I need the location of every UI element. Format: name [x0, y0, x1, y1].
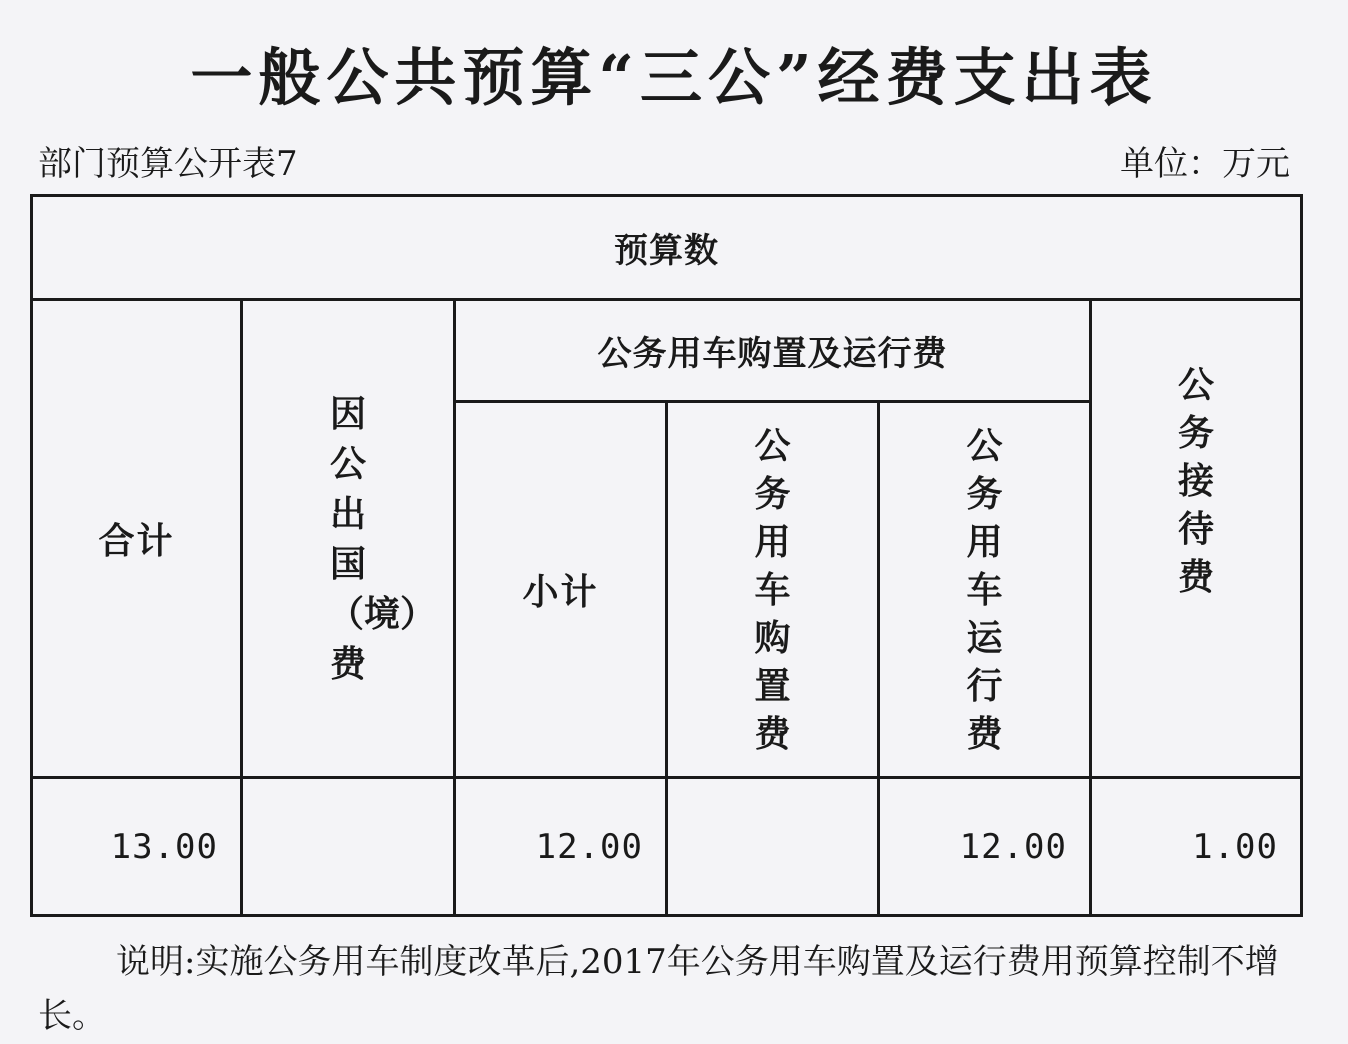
- header-subtotal: 小计: [455, 402, 667, 778]
- value-vehicle-purchase: [667, 778, 879, 916]
- value-overseas: [242, 778, 455, 916]
- header-reception: 公务接待费: [1091, 300, 1302, 778]
- expense-table: [30, 194, 1303, 917]
- header-total: 合计: [32, 300, 242, 778]
- value-total: 13.00: [32, 778, 242, 916]
- header-vehicle-group: 公务用车购置及运行费: [455, 300, 1091, 402]
- value-subtotal: 12.00: [455, 778, 667, 916]
- unit-label: 单位：万元: [1120, 144, 1290, 184]
- footnote: 说明:实施公务用车制度改革后,2017年公务用车购置及运行费用预算控制不增长。: [38, 942, 1279, 1036]
- header-vehicle-purchase: 公务用车购置费: [667, 402, 879, 778]
- header-vehicle-operation: 公务用车运行费: [879, 402, 1091, 778]
- table-code: 部门预算公开表7: [38, 144, 298, 184]
- header-budget: 预算数: [32, 196, 1302, 300]
- value-reception: 1.00: [1091, 778, 1302, 916]
- value-vehicle-operation: 12.00: [879, 778, 1091, 916]
- header-overseas: 因公出国（境）费: [242, 300, 455, 778]
- table-row: [32, 778, 1302, 916]
- page-title: 一般公共预算“三公”经费支出表: [190, 41, 1158, 114]
